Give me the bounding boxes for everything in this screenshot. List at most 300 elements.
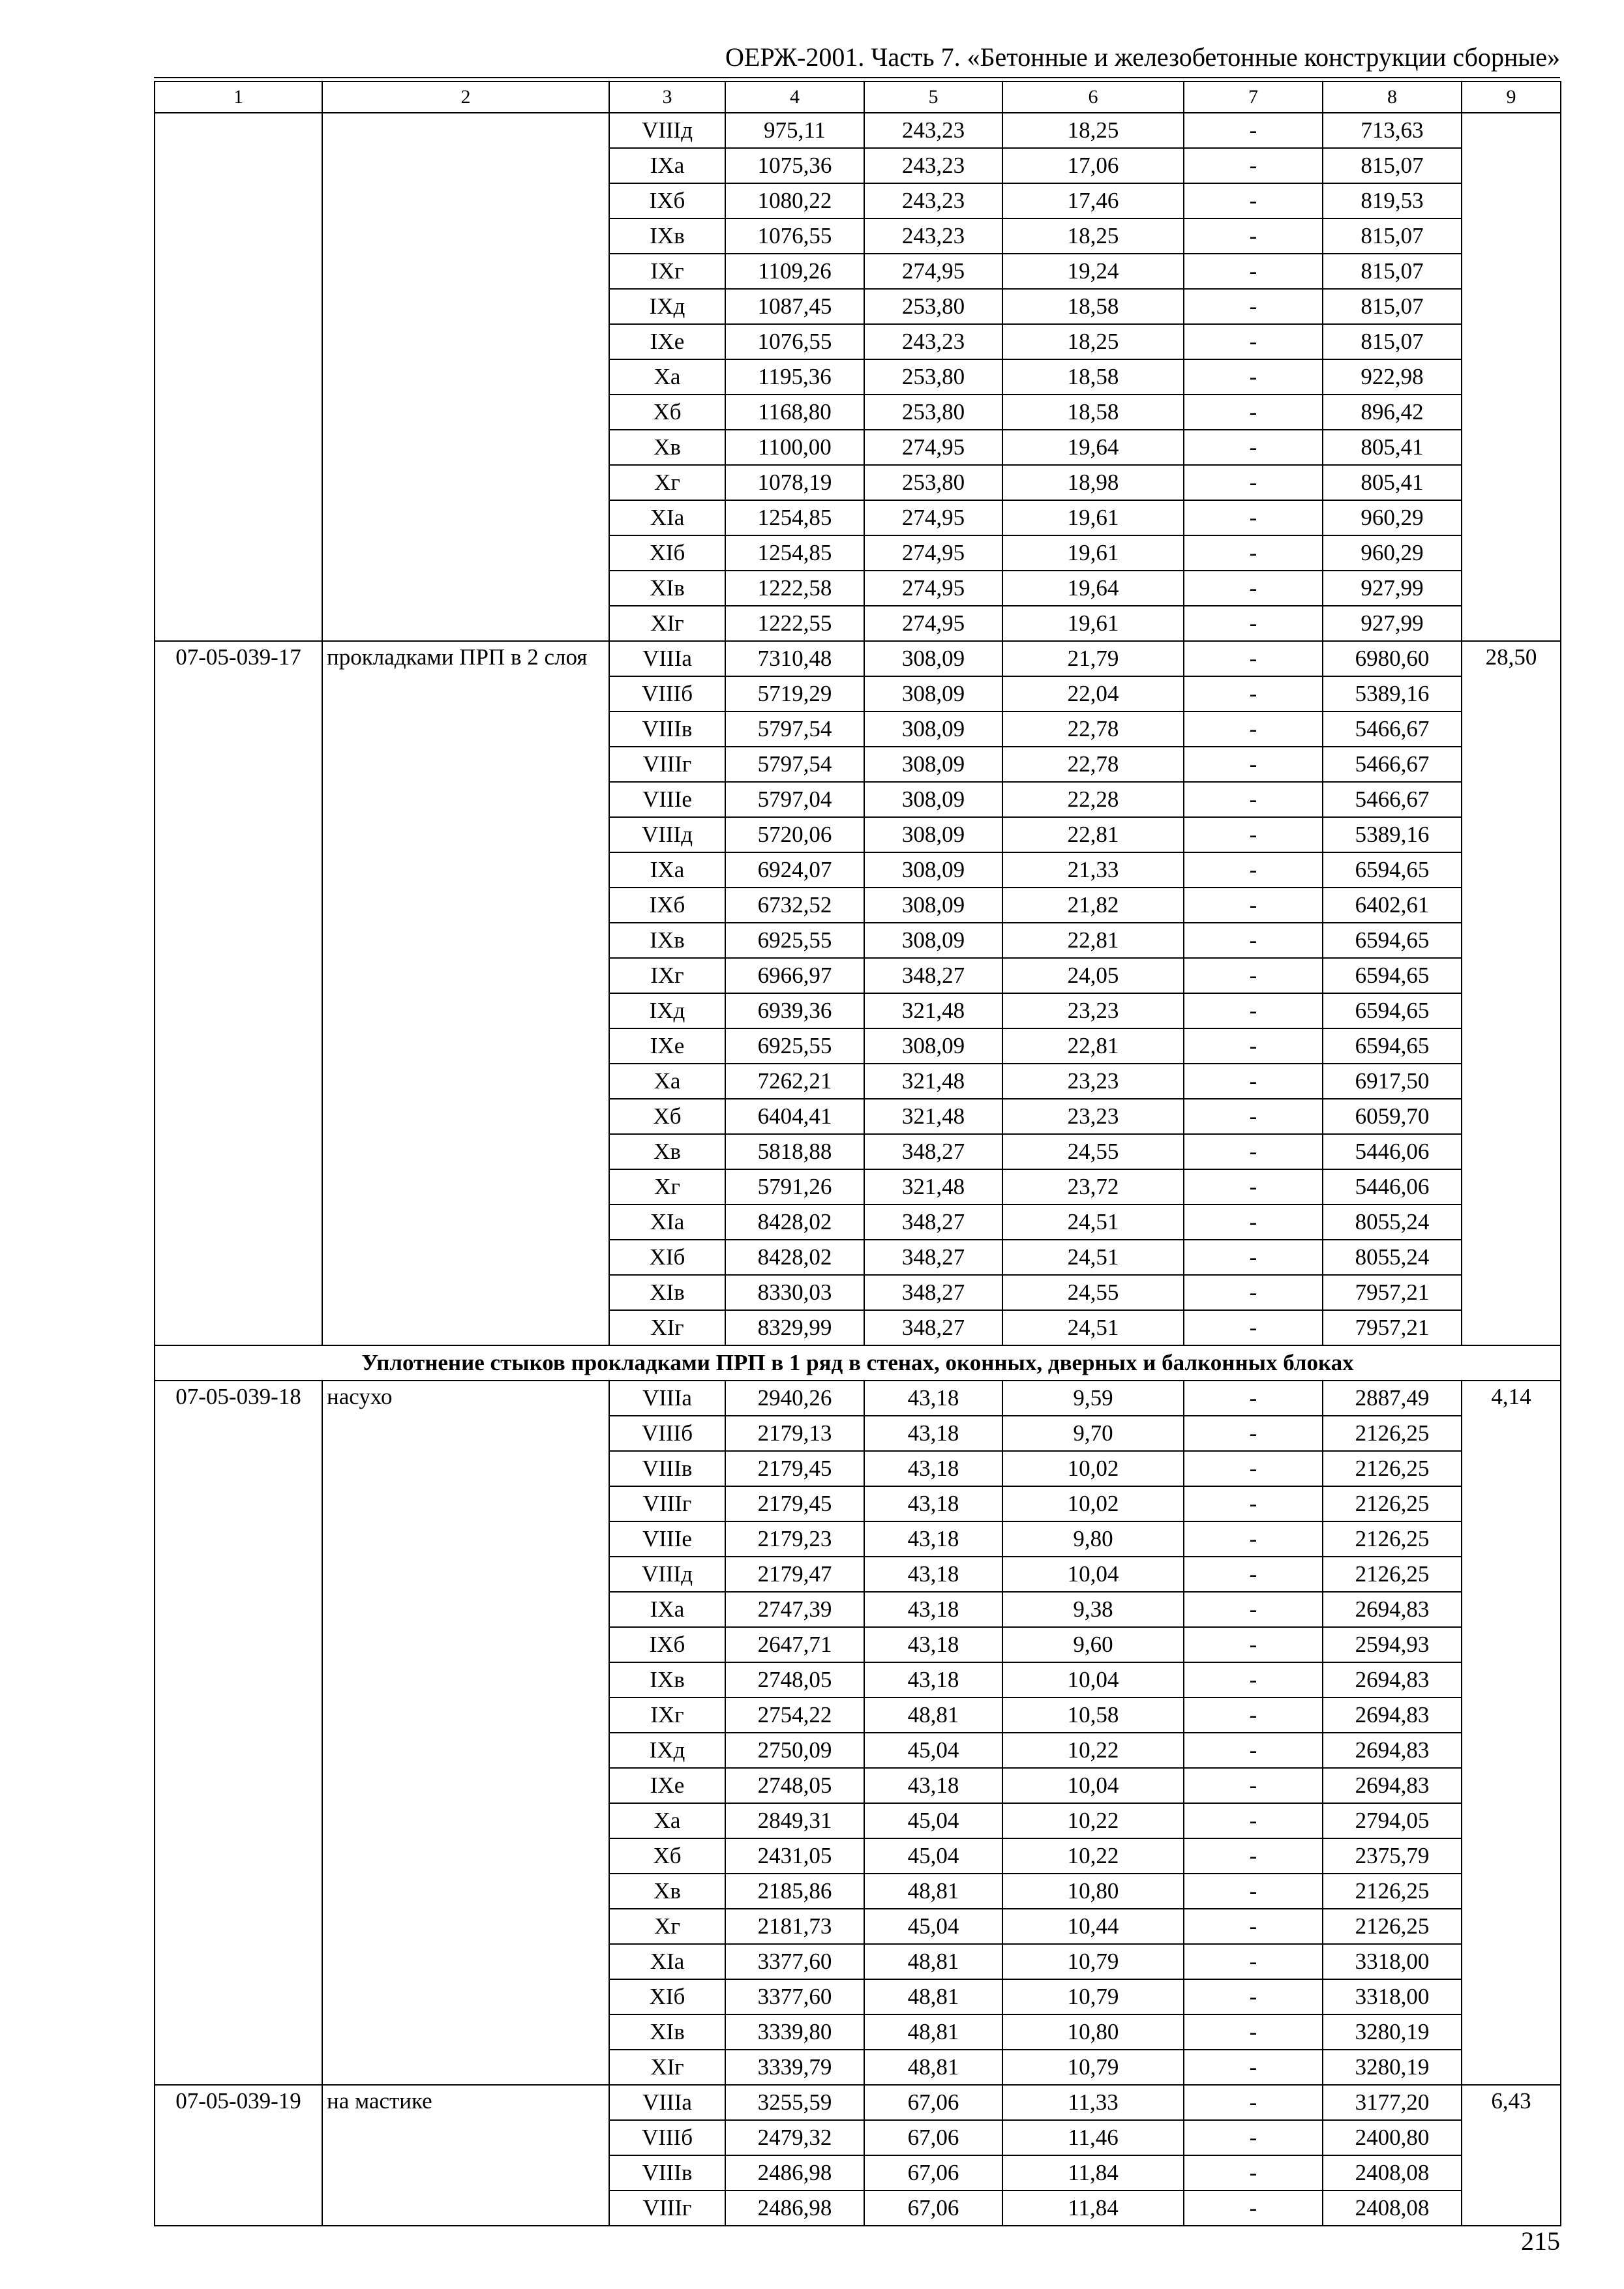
driver-wages-cell: - bbox=[1184, 782, 1323, 817]
driver-wages-cell: - bbox=[1184, 711, 1323, 747]
rate-code: 07-05-039-19 bbox=[155, 2085, 322, 2226]
wages-cell: 67,06 bbox=[864, 2155, 1002, 2191]
column-number: 9 bbox=[1462, 82, 1561, 113]
total-cost-cell: 2747,39 bbox=[725, 1592, 864, 1627]
materials-cell: 805,41 bbox=[1323, 465, 1462, 500]
zone-cell: IXб bbox=[609, 888, 725, 923]
zone-cell: IXв bbox=[609, 1662, 725, 1698]
materials-cell: 5466,67 bbox=[1323, 782, 1462, 817]
zone-cell: VIIIб bbox=[609, 676, 725, 711]
driver-wages-cell: - bbox=[1184, 2050, 1323, 2085]
driver-wages-cell: - bbox=[1184, 958, 1323, 993]
total-cost-cell: 2179,23 bbox=[725, 1521, 864, 1557]
materials-cell: 5446,06 bbox=[1323, 1169, 1462, 1204]
driver-wages-cell: - bbox=[1184, 1592, 1323, 1627]
total-cost-cell: 1087,45 bbox=[725, 289, 864, 324]
rate-description: на мастике bbox=[322, 2085, 609, 2226]
materials-cell: 960,29 bbox=[1323, 535, 1462, 571]
total-cost-cell: 2181,73 bbox=[725, 1909, 864, 1944]
machines-cell: 19,64 bbox=[1002, 571, 1184, 606]
page-header: ОЕРЖ-2001. Часть 7. «Бетонные и железобетонные конструкции сборные» bbox=[725, 42, 1560, 72]
zone-cell: IXа bbox=[609, 852, 725, 888]
wages-cell: 48,81 bbox=[864, 1979, 1002, 2014]
wages-cell: 348,27 bbox=[864, 1310, 1002, 1345]
total-cost-cell: 2754,22 bbox=[725, 1698, 864, 1733]
machines-cell: 9,59 bbox=[1002, 1381, 1184, 1416]
machines-cell: 18,25 bbox=[1002, 113, 1184, 148]
driver-wages-cell: - bbox=[1184, 1134, 1323, 1169]
wages-cell: 67,06 bbox=[864, 2191, 1002, 2226]
wages-cell: 253,80 bbox=[864, 289, 1002, 324]
machines-cell: 19,61 bbox=[1002, 535, 1184, 571]
wages-cell: 43,18 bbox=[864, 1768, 1002, 1803]
driver-wages-cell: - bbox=[1184, 852, 1323, 888]
materials-cell: 2694,83 bbox=[1323, 1733, 1462, 1768]
wages-cell: 308,09 bbox=[864, 1028, 1002, 1064]
total-cost-cell: 6925,55 bbox=[725, 1028, 864, 1064]
wages-cell: 48,81 bbox=[864, 2014, 1002, 2050]
total-cost-cell: 8329,99 bbox=[725, 1310, 864, 1345]
materials-cell: 896,42 bbox=[1323, 395, 1462, 430]
driver-wages-cell: - bbox=[1184, 1028, 1323, 1064]
driver-wages-cell: - bbox=[1184, 888, 1323, 923]
materials-cell: 2408,08 bbox=[1323, 2191, 1462, 2226]
materials-cell: 2694,83 bbox=[1323, 1698, 1462, 1733]
materials-cell: 5446,06 bbox=[1323, 1134, 1462, 1169]
zone-cell: VIIIг bbox=[609, 2191, 725, 2226]
wages-cell: 43,18 bbox=[864, 1381, 1002, 1416]
wages-cell: 253,80 bbox=[864, 359, 1002, 395]
machines-cell: 21,82 bbox=[1002, 888, 1184, 923]
column-number: 5 bbox=[864, 82, 1002, 113]
machines-cell: 10,58 bbox=[1002, 1698, 1184, 1733]
zone-cell: VIIIб bbox=[609, 1416, 725, 1451]
driver-wages-cell: - bbox=[1184, 2155, 1323, 2191]
driver-wages-cell: - bbox=[1184, 817, 1323, 852]
wages-cell: 43,18 bbox=[864, 1521, 1002, 1557]
wages-cell: 45,04 bbox=[864, 1733, 1002, 1768]
column-number: 1 bbox=[155, 82, 322, 113]
materials-cell: 2400,80 bbox=[1323, 2120, 1462, 2155]
materials-cell: 815,07 bbox=[1323, 289, 1462, 324]
zone-cell: VIIIд bbox=[609, 1557, 725, 1592]
driver-wages-cell: - bbox=[1184, 1662, 1323, 1698]
machines-cell: 18,58 bbox=[1002, 395, 1184, 430]
wages-cell: 48,81 bbox=[864, 1698, 1002, 1733]
machines-cell: 22,81 bbox=[1002, 817, 1184, 852]
driver-wages-cell: - bbox=[1184, 641, 1323, 676]
wages-cell: 48,81 bbox=[864, 1944, 1002, 1979]
zone-cell: VIIIб bbox=[609, 2120, 725, 2155]
wages-cell: 274,95 bbox=[864, 535, 1002, 571]
wages-cell: 321,48 bbox=[864, 1064, 1002, 1099]
total-cost-cell: 3377,60 bbox=[725, 1944, 864, 1979]
total-cost-cell: 2179,45 bbox=[725, 1451, 864, 1486]
machines-cell: 23,23 bbox=[1002, 993, 1184, 1028]
machines-cell: 19,61 bbox=[1002, 500, 1184, 535]
total-cost-cell: 2179,45 bbox=[725, 1486, 864, 1521]
materials-cell: 2887,49 bbox=[1323, 1381, 1462, 1416]
zone-cell: IXе bbox=[609, 1028, 725, 1064]
total-cost-cell: 2486,98 bbox=[725, 2155, 864, 2191]
materials-cell: 805,41 bbox=[1323, 430, 1462, 465]
wages-cell: 308,09 bbox=[864, 641, 1002, 676]
machines-cell: 10,79 bbox=[1002, 1944, 1184, 1979]
wages-cell: 67,06 bbox=[864, 2120, 1002, 2155]
machines-cell: 22,78 bbox=[1002, 747, 1184, 782]
driver-wages-cell: - bbox=[1184, 1521, 1323, 1557]
total-cost-cell: 1076,55 bbox=[725, 218, 864, 254]
materials-cell: 2594,93 bbox=[1323, 1627, 1462, 1662]
total-cost-cell: 3255,59 bbox=[725, 2085, 864, 2120]
total-cost-cell: 2179,47 bbox=[725, 1557, 864, 1592]
driver-wages-cell: - bbox=[1184, 465, 1323, 500]
zone-cell: IXб bbox=[609, 1627, 725, 1662]
column-number: 8 bbox=[1323, 82, 1462, 113]
wages-cell: 243,23 bbox=[864, 148, 1002, 183]
total-cost-cell: 5720,06 bbox=[725, 817, 864, 852]
driver-wages-cell: - bbox=[1184, 1838, 1323, 1874]
machines-cell: 11,33 bbox=[1002, 2085, 1184, 2120]
price-table bbox=[154, 81, 1561, 2226]
zone-cell: IXг bbox=[609, 1698, 725, 1733]
machines-cell: 24,51 bbox=[1002, 1310, 1184, 1345]
driver-wages-cell: - bbox=[1184, 1451, 1323, 1486]
zone-cell: VIIIе bbox=[609, 1521, 725, 1557]
total-cost-cell: 3377,60 bbox=[725, 1979, 864, 2014]
wages-cell: 243,23 bbox=[864, 324, 1002, 359]
machines-cell: 18,58 bbox=[1002, 359, 1184, 395]
driver-wages-cell: - bbox=[1184, 747, 1323, 782]
column-number-row bbox=[155, 82, 1561, 113]
materials-cell: 2126,25 bbox=[1323, 1486, 1462, 1521]
zone-cell: Xа bbox=[609, 359, 725, 395]
zone-cell: VIIIд bbox=[609, 113, 725, 148]
machines-cell: 22,04 bbox=[1002, 676, 1184, 711]
total-cost-cell: 3339,80 bbox=[725, 2014, 864, 2050]
machines-cell: 22,81 bbox=[1002, 923, 1184, 958]
wages-cell: 43,18 bbox=[864, 1592, 1002, 1627]
price-table-body bbox=[155, 82, 1561, 2226]
zone-cell: IXв bbox=[609, 218, 725, 254]
machines-cell: 24,55 bbox=[1002, 1275, 1184, 1310]
wages-cell: 308,09 bbox=[864, 888, 1002, 923]
wages-cell: 308,09 bbox=[864, 747, 1002, 782]
total-cost-cell: 6939,36 bbox=[725, 993, 864, 1028]
machines-cell: 18,58 bbox=[1002, 289, 1184, 324]
table-row bbox=[155, 1381, 1561, 1416]
column-number: 4 bbox=[725, 82, 864, 113]
zone-cell: Xг bbox=[609, 465, 725, 500]
total-cost-cell: 5797,54 bbox=[725, 747, 864, 782]
total-cost-cell: 2179,13 bbox=[725, 1416, 864, 1451]
machines-cell: 24,51 bbox=[1002, 1204, 1184, 1240]
driver-wages-cell: - bbox=[1184, 923, 1323, 958]
zone-cell: XIб bbox=[609, 1979, 725, 2014]
wages-cell: 43,18 bbox=[864, 1557, 1002, 1592]
materials-cell: 2126,25 bbox=[1323, 1451, 1462, 1486]
driver-wages-cell: - bbox=[1184, 324, 1323, 359]
machines-cell: 23,23 bbox=[1002, 1064, 1184, 1099]
machines-cell: 19,24 bbox=[1002, 254, 1184, 289]
materials-cell: 713,63 bbox=[1323, 113, 1462, 148]
materials-cell: 6402,61 bbox=[1323, 888, 1462, 923]
column-number: 6 bbox=[1002, 82, 1184, 113]
zone-cell: VIIIд bbox=[609, 817, 725, 852]
machines-cell: 10,04 bbox=[1002, 1662, 1184, 1698]
zone-cell: Xг bbox=[609, 1909, 725, 1944]
wages-cell: 308,09 bbox=[864, 817, 1002, 852]
wages-cell: 45,04 bbox=[864, 1803, 1002, 1838]
total-cost-cell: 2479,32 bbox=[725, 2120, 864, 2155]
materials-cell: 3318,00 bbox=[1323, 1944, 1462, 1979]
wages-cell: 43,18 bbox=[864, 1451, 1002, 1486]
driver-wages-cell: - bbox=[1184, 1486, 1323, 1521]
wages-cell: 348,27 bbox=[864, 958, 1002, 993]
zone-cell: Xа bbox=[609, 1803, 725, 1838]
driver-wages-cell: - bbox=[1184, 430, 1323, 465]
wages-cell: 45,04 bbox=[864, 1838, 1002, 1874]
total-cost-cell: 2849,31 bbox=[725, 1803, 864, 1838]
zone-cell: Xб bbox=[609, 395, 725, 430]
zone-cell: Xб bbox=[609, 1099, 725, 1134]
materials-cell: 2794,05 bbox=[1323, 1803, 1462, 1838]
total-cost-cell: 1254,85 bbox=[725, 535, 864, 571]
materials-cell: 2126,25 bbox=[1323, 1521, 1462, 1557]
labor-cost-cell: 28,50 bbox=[1462, 641, 1561, 1345]
zone-cell: XIа bbox=[609, 1944, 725, 1979]
wages-cell: 348,27 bbox=[864, 1275, 1002, 1310]
driver-wages-cell: - bbox=[1184, 571, 1323, 606]
materials-cell: 6059,70 bbox=[1323, 1099, 1462, 1134]
machines-cell: 10,80 bbox=[1002, 2014, 1184, 2050]
driver-wages-cell: - bbox=[1184, 606, 1323, 641]
driver-wages-cell: - bbox=[1184, 218, 1323, 254]
wages-cell: 274,95 bbox=[864, 430, 1002, 465]
wages-cell: 48,81 bbox=[864, 1874, 1002, 1909]
zone-cell: XIв bbox=[609, 2014, 725, 2050]
materials-cell: 815,07 bbox=[1323, 254, 1462, 289]
rate-code: 07-05-039-17 bbox=[155, 641, 322, 1345]
machines-cell: 24,05 bbox=[1002, 958, 1184, 993]
labor-cost-cell: 6,43 bbox=[1462, 2085, 1561, 2226]
materials-cell: 7957,21 bbox=[1323, 1275, 1462, 1310]
materials-cell: 6980,60 bbox=[1323, 641, 1462, 676]
total-cost-cell: 5818,88 bbox=[725, 1134, 864, 1169]
column-number: 2 bbox=[322, 82, 609, 113]
materials-cell: 3280,19 bbox=[1323, 2050, 1462, 2085]
machines-cell: 10,04 bbox=[1002, 1557, 1184, 1592]
wages-cell: 243,23 bbox=[864, 113, 1002, 148]
zone-cell: VIIIг bbox=[609, 1486, 725, 1521]
wages-cell: 253,80 bbox=[864, 465, 1002, 500]
zone-cell: VIIIг bbox=[609, 747, 725, 782]
machines-cell: 19,61 bbox=[1002, 606, 1184, 641]
machines-cell: 11,46 bbox=[1002, 2120, 1184, 2155]
zone-cell: XIв bbox=[609, 571, 725, 606]
driver-wages-cell: - bbox=[1184, 1768, 1323, 1803]
driver-wages-cell: - bbox=[1184, 1381, 1323, 1416]
materials-cell: 2408,08 bbox=[1323, 2155, 1462, 2191]
materials-cell: 8055,24 bbox=[1323, 1204, 1462, 1240]
driver-wages-cell: - bbox=[1184, 2014, 1323, 2050]
total-cost-cell: 7262,21 bbox=[725, 1064, 864, 1099]
materials-cell: 819,53 bbox=[1323, 183, 1462, 218]
materials-cell: 960,29 bbox=[1323, 500, 1462, 535]
labor-cost-cell: 4,14 bbox=[1462, 1381, 1561, 2085]
machines-cell: 10,22 bbox=[1002, 1733, 1184, 1768]
zone-cell: IXд bbox=[609, 1733, 725, 1768]
driver-wages-cell: - bbox=[1184, 1909, 1323, 1944]
total-cost-cell: 1222,58 bbox=[725, 571, 864, 606]
machines-cell: 11,84 bbox=[1002, 2155, 1184, 2191]
machines-cell: 17,46 bbox=[1002, 183, 1184, 218]
materials-cell: 927,99 bbox=[1323, 606, 1462, 641]
wages-cell: 45,04 bbox=[864, 1909, 1002, 1944]
driver-wages-cell: - bbox=[1184, 1099, 1323, 1134]
table-row bbox=[155, 2085, 1561, 2120]
wages-cell: 43,18 bbox=[864, 1486, 1002, 1521]
machines-cell: 10,02 bbox=[1002, 1451, 1184, 1486]
materials-cell: 5466,67 bbox=[1323, 711, 1462, 747]
driver-wages-cell: - bbox=[1184, 395, 1323, 430]
materials-cell: 6594,65 bbox=[1323, 993, 1462, 1028]
driver-wages-cell: - bbox=[1184, 676, 1323, 711]
wages-cell: 243,23 bbox=[864, 183, 1002, 218]
total-cost-cell: 2647,71 bbox=[725, 1627, 864, 1662]
wages-cell: 308,09 bbox=[864, 852, 1002, 888]
total-cost-cell: 6925,55 bbox=[725, 923, 864, 958]
total-cost-cell: 1222,55 bbox=[725, 606, 864, 641]
machines-cell: 11,84 bbox=[1002, 2191, 1184, 2226]
zone-cell: IXг bbox=[609, 254, 725, 289]
driver-wages-cell: - bbox=[1184, 535, 1323, 571]
rate-description bbox=[322, 113, 609, 641]
total-cost-cell: 1109,26 bbox=[725, 254, 864, 289]
driver-wages-cell: - bbox=[1184, 359, 1323, 395]
total-cost-cell: 1254,85 bbox=[725, 500, 864, 535]
materials-cell: 6594,65 bbox=[1323, 958, 1462, 993]
total-cost-cell: 2486,98 bbox=[725, 2191, 864, 2226]
zone-cell: XIг bbox=[609, 2050, 725, 2085]
driver-wages-cell: - bbox=[1184, 2085, 1323, 2120]
materials-cell: 8055,24 bbox=[1323, 1240, 1462, 1275]
zone-cell: IXе bbox=[609, 1768, 725, 1803]
wages-cell: 348,27 bbox=[864, 1204, 1002, 1240]
zone-cell: Xа bbox=[609, 1064, 725, 1099]
zone-cell: Xб bbox=[609, 1838, 725, 1874]
column-number: 3 bbox=[609, 82, 725, 113]
zone-cell: XIа bbox=[609, 500, 725, 535]
materials-cell: 815,07 bbox=[1323, 324, 1462, 359]
zone-cell: VIIIа bbox=[609, 2085, 725, 2120]
materials-cell: 2375,79 bbox=[1323, 1838, 1462, 1874]
total-cost-cell: 975,11 bbox=[725, 113, 864, 148]
driver-wages-cell: - bbox=[1184, 183, 1323, 218]
machines-cell: 10,79 bbox=[1002, 1979, 1184, 2014]
zone-cell: Xв bbox=[609, 430, 725, 465]
machines-cell: 22,81 bbox=[1002, 1028, 1184, 1064]
wages-cell: 274,95 bbox=[864, 606, 1002, 641]
zone-cell: IXг bbox=[609, 958, 725, 993]
driver-wages-cell: - bbox=[1184, 993, 1323, 1028]
zone-cell: Xв bbox=[609, 1874, 725, 1909]
machines-cell: 21,33 bbox=[1002, 852, 1184, 888]
driver-wages-cell: - bbox=[1184, 1803, 1323, 1838]
driver-wages-cell: - bbox=[1184, 1275, 1323, 1310]
zone-cell: XIб bbox=[609, 535, 725, 571]
driver-wages-cell: - bbox=[1184, 1064, 1323, 1099]
driver-wages-cell: - bbox=[1184, 289, 1323, 324]
zone-cell: XIг bbox=[609, 1310, 725, 1345]
total-cost-cell: 6732,52 bbox=[725, 888, 864, 923]
machines-cell: 23,72 bbox=[1002, 1169, 1184, 1204]
wages-cell: 308,09 bbox=[864, 711, 1002, 747]
zone-cell: IXа bbox=[609, 1592, 725, 1627]
driver-wages-cell: - bbox=[1184, 1557, 1323, 1592]
machines-cell: 9,70 bbox=[1002, 1416, 1184, 1451]
driver-wages-cell: - bbox=[1184, 1627, 1323, 1662]
driver-wages-cell: - bbox=[1184, 254, 1323, 289]
total-cost-cell: 6966,97 bbox=[725, 958, 864, 993]
driver-wages-cell: - bbox=[1184, 1204, 1323, 1240]
total-cost-cell: 1076,55 bbox=[725, 324, 864, 359]
total-cost-cell: 2750,09 bbox=[725, 1733, 864, 1768]
materials-cell: 5389,16 bbox=[1323, 817, 1462, 852]
total-cost-cell: 2748,05 bbox=[725, 1768, 864, 1803]
total-cost-cell: 1100,00 bbox=[725, 430, 864, 465]
wages-cell: 308,09 bbox=[864, 676, 1002, 711]
wages-cell: 308,09 bbox=[864, 923, 1002, 958]
materials-cell: 2126,25 bbox=[1323, 1874, 1462, 1909]
machines-cell: 10,79 bbox=[1002, 2050, 1184, 2085]
zone-cell: IXд bbox=[609, 289, 725, 324]
wages-cell: 348,27 bbox=[864, 1240, 1002, 1275]
zone-cell: Xг bbox=[609, 1169, 725, 1204]
materials-cell: 2126,25 bbox=[1323, 1909, 1462, 1944]
materials-cell: 5389,16 bbox=[1323, 676, 1462, 711]
total-cost-cell: 5797,54 bbox=[725, 711, 864, 747]
wages-cell: 43,18 bbox=[864, 1627, 1002, 1662]
zone-cell: XIв bbox=[609, 1275, 725, 1310]
total-cost-cell: 2185,86 bbox=[725, 1874, 864, 1909]
driver-wages-cell: - bbox=[1184, 1310, 1323, 1345]
total-cost-cell: 1168,80 bbox=[725, 395, 864, 430]
materials-cell: 2126,25 bbox=[1323, 1557, 1462, 1592]
total-cost-cell: 2748,05 bbox=[725, 1662, 864, 1698]
machines-cell: 24,51 bbox=[1002, 1240, 1184, 1275]
wages-cell: 67,06 bbox=[864, 2085, 1002, 2120]
page-number: 215 bbox=[1521, 2226, 1560, 2256]
wages-cell: 253,80 bbox=[864, 395, 1002, 430]
materials-cell: 2694,83 bbox=[1323, 1768, 1462, 1803]
driver-wages-cell: - bbox=[1184, 500, 1323, 535]
rate-description: прокладками ПРП в 2 слоя bbox=[322, 641, 609, 1345]
machines-cell: 10,04 bbox=[1002, 1768, 1184, 1803]
machines-cell: 9,38 bbox=[1002, 1592, 1184, 1627]
total-cost-cell: 2431,05 bbox=[725, 1838, 864, 1874]
total-cost-cell: 8330,03 bbox=[725, 1275, 864, 1310]
materials-cell: 6594,65 bbox=[1323, 1028, 1462, 1064]
zone-cell: VIIIв bbox=[609, 711, 725, 747]
table-row bbox=[155, 641, 1561, 676]
machines-cell: 10,22 bbox=[1002, 1838, 1184, 1874]
total-cost-cell: 1075,36 bbox=[725, 148, 864, 183]
driver-wages-cell: - bbox=[1184, 1698, 1323, 1733]
total-cost-cell: 1078,19 bbox=[725, 465, 864, 500]
price-table-container bbox=[154, 81, 1560, 2226]
materials-cell: 922,98 bbox=[1323, 359, 1462, 395]
